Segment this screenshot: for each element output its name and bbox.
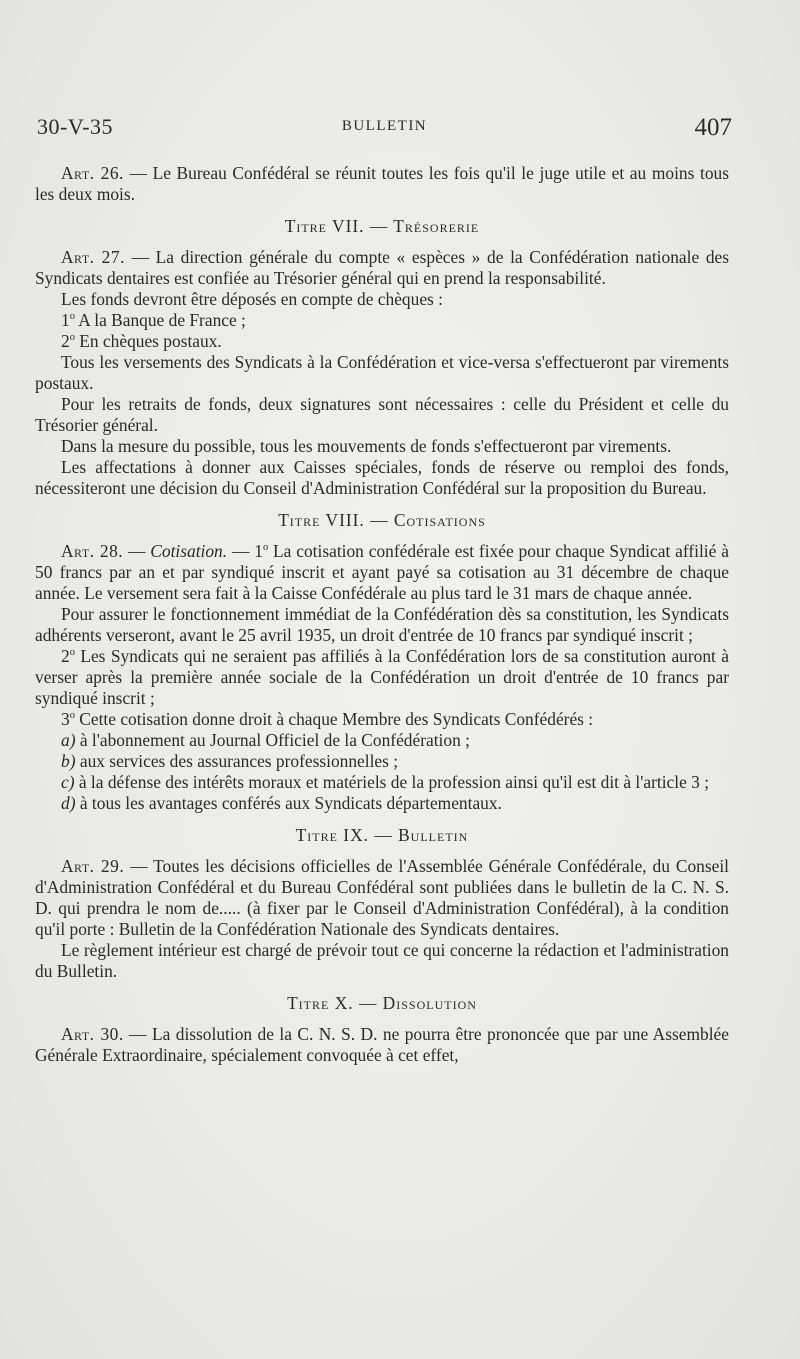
article-label: Cotisation.: [150, 541, 228, 561]
article-text: — Toutes les décisions officielles de l'Assemblée Générale Confédérale, du Conseil d'Administration Confédéral et du Bureau Confédéral sont publiées dans le bulletin de la C. N. S. D. qui prendra le nom de..... (à fixer par le Conseil d'Administration Confédéral), à la condition qu'il porte : Bulletin de la Confédération Nationale des Syndicats dentaires.: [35, 856, 730, 939]
list-item: 1$^o$ A la Banque de France ;: [61, 310, 246, 330]
page-number: 407: [694, 114, 732, 141]
running-header: [37, 114, 732, 144]
article-28: Art. 28. — Cotisation. — 1$^o$ La cotisation confédérale est fixée pour chaque Syndicat affilié à 50 francs par an et par syndiqué inscrit et ayant payé sa cotisation au 31 décembre de chaque année. Le versement sera fait à la Caisse Confédérale au plus tard le 31 mars de chaque année.: [35, 541, 729, 603]
header-date: 30-V-35: [37, 114, 114, 139]
article-number: Art. 28.: [61, 541, 124, 561]
article-30: [35, 1024, 729, 1066]
paragraph: Dans la mesure du possible, tous les mouvements de fonds s'effectueront par virements.: [61, 436, 672, 456]
section-title-vii: Titre VII. — Trésorerie: [284, 216, 480, 236]
section-title-viii: Titre VIII. — Cotisations: [278, 510, 486, 530]
paragraph: Tous les versements des Syndicats à la Confédération et vice-versa s'effectueront par virements postaux.: [35, 352, 729, 393]
article-text: — La dissolution de la C. N. S. D. ne pourra être prononcée que par une Assemblée Générale Extraordinaire, spécialement convoquée à cet effet,: [35, 1024, 729, 1065]
paragraph: Les fonds devront être déposés en compte de chèques :: [61, 289, 443, 309]
paragraph: Pour les retraits de fonds, deux signatures sont nécessaires : celle du Président et celle du Trésorier général.: [35, 394, 729, 435]
article-26: [35, 163, 729, 205]
article-number: Art. 30.: [61, 1024, 124, 1044]
section-title-ix: Titre IX. — Bulletin: [295, 825, 469, 845]
article-29: [35, 856, 729, 940]
article-number: Art. 27.: [61, 247, 125, 267]
sub-item-a: a) à l'abonnement au Journal Officiel de la Confédération ;: [61, 730, 470, 750]
sub-item-d: d) à tous les avantages conférés aux Syndicats départementaux.: [61, 793, 502, 813]
paragraph: Les affectations à donner aux Caisses spéciales, fonds de réserve ou remploi des fonds, nécessiteront une décision du Conseil d'Administration Confédéral sur la proposition du Bureau.: [35, 457, 729, 498]
sub-item-c: c) à la défense des intérêts moraux et matériels de la profession ainsi qu'il est dit à l'article 3 ;: [61, 772, 710, 792]
article-text: — Le Bureau Confédéral se réunit toutes les fois qu'il le juge utile et au moins tous les deux mois.: [35, 163, 729, 204]
paragraph: Pour assurer le fonctionnement immédiat de la Confédération dès sa constitution, les Syndicats adhérents verseront, avant le 25 avril 1935, un droit d'entrée de 10 francs par syndiqué inscrit ;: [35, 604, 729, 645]
article-text: — La direction générale du compte « espèces » de la Confédération nationale des Syndicats dentaires est confiée au Trésorier général qui en prend la responsabilité.: [35, 247, 730, 288]
list-item: 2$^o$ En chèques postaux.: [61, 331, 222, 351]
list-item: 3$^o$ Cette cotisation donne droit à chaque Membre des Syndicats Confédérés :: [61, 709, 594, 729]
section-title-x: Titre X. — Dissolution: [287, 993, 477, 1013]
list-item: 2$^o$ Les Syndicats qui ne seraient pas affiliés à la Confédération lors de sa constitution auront à verser après la première année sociale de la Confédération un droit d'entrée de 10 francs par syndiqué inscrit ;: [35, 646, 729, 708]
article-number: Art. 26.: [61, 163, 124, 183]
article-number: Art. 29.: [61, 856, 125, 876]
header-title: BULLETIN: [341, 118, 428, 134]
page-body: [35, 163, 729, 1066]
paragraph: Le règlement intérieur est chargé de prévoir tout ce qui concerne la rédaction et l'administration du Bulletin.: [35, 940, 729, 981]
article-27: [35, 247, 729, 289]
article-text: La cotisation confédérale est fixée pour chaque Syndicat affilié à 50 francs par an et par syndiqué inscrit et ayant payé sa cotisation au 31 décembre de chaque année. Le versement sera fait à la Caisse Confédérale au plus tard le 31 mars de chaque année.: [35, 541, 729, 603]
sub-item-b: b) aux services des assurances professionnelles ;: [61, 751, 399, 771]
